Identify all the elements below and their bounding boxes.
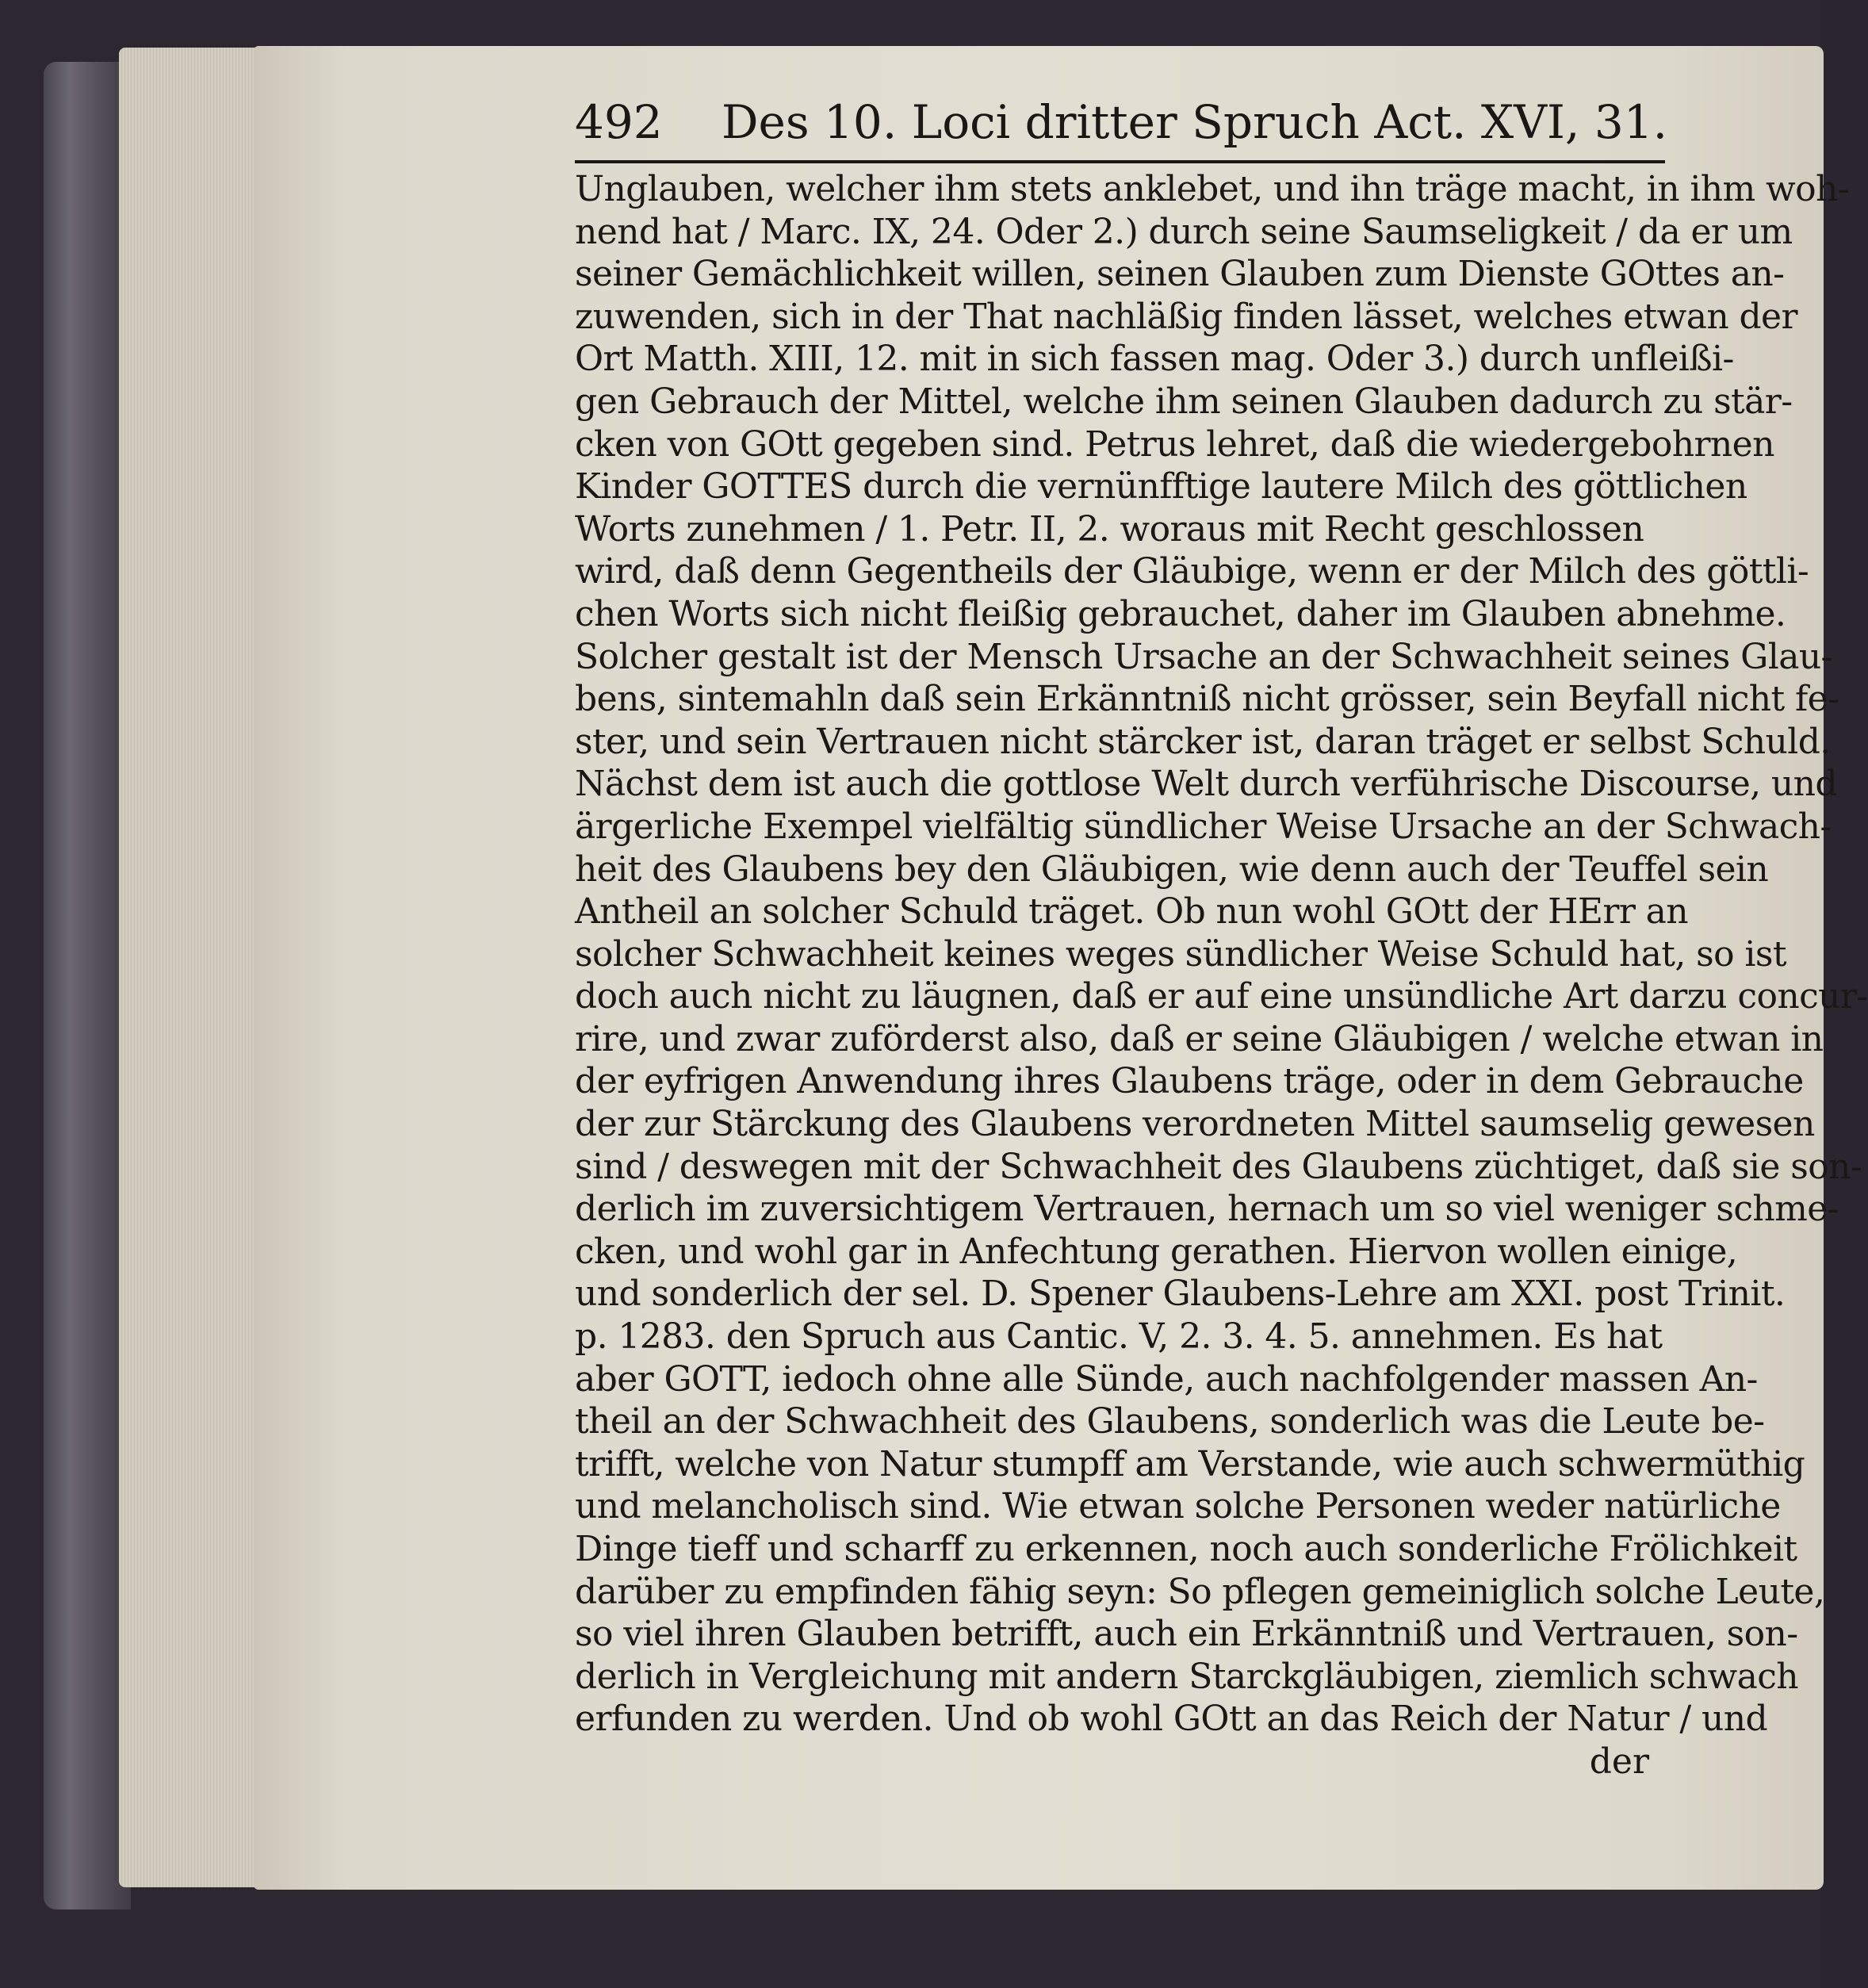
body-text — [575, 168, 1868, 1741]
text-line: derlich in Vergleichung mit andern Starckgläubigen, ziemlich schwach — [575, 1656, 1799, 1697]
text-line: zuwenden, sich in der That nachläßig finden lässet, welches etwan der — [575, 296, 1797, 337]
text-line: Solcher gestalt ist der Mensch Ursache an der Schwachheit seines Glau- — [575, 636, 1832, 677]
text-line: theil an der Schwachheit des Glaubens, sonderlich was die Leute be- — [575, 1401, 1765, 1442]
text-line: rire, und zwar zuförderst also, daß er seine Gläubigen / welche etwan in — [575, 1018, 1824, 1059]
running-title: Des 10. Loci dritter Spruch Act. XVI, 31. — [722, 95, 1668, 149]
text-line: der eyfrigen Anwendung ihres Glaubens träge, oder in dem Gebrauche — [575, 1061, 1804, 1102]
text-line: derlich im zuversichtigem Vertrauen, hernach um so viel weniger schme- — [575, 1189, 1839, 1230]
text-line: und sonderlich der sel. D. Spener Glaubens-Lehre am XXI. post Trinit. — [575, 1274, 1786, 1315]
text-line: Nächst dem ist auch die gottlose Welt durch verführische Discourse, und — [575, 764, 1837, 805]
text-block — [575, 95, 1868, 1783]
text-line: erfunden zu werden. Und ob wohl GOtt an das Reich der Natur / und — [575, 1699, 1768, 1740]
text-line: trifft, welche von Natur stumpff am Verstande, wie auch schwermüthig — [575, 1443, 1805, 1484]
text-line: Dinge tieff und scharff zu erkennen, noch auch sonderliche Frölichkeit — [575, 1529, 1797, 1569]
text-line: Ort Matth. XIII, 12. mit in sich fassen mag. Oder 3.) durch unfleißi- — [575, 339, 1734, 380]
running-header — [575, 95, 1668, 159]
text-line: Antheil an solcher Schuld träget. Ob nun wohl GOtt der HErr an — [575, 891, 1689, 933]
text-line: ster, und sein Vertrauen nicht stärcker ist, daran träget er selbst Schuld. — [575, 721, 1831, 762]
text-line: wird, daß denn Gegentheils der Gläubige, wenn er der Milch des göttli- — [575, 551, 1809, 592]
text-line: und melancholisch sind. Wie etwan solche Personen weder natürliche — [575, 1486, 1781, 1527]
text-line: sind / deswegen mit der Schwachheit des Glaubens züchtiget, daß sie son- — [575, 1146, 1862, 1187]
text-line: cken von GOtt gegeben sind. Petrus lehret, daß die wiedergebohrnen — [575, 423, 1774, 465]
text-line: heit des Glaubens bey den Gläubigen, wie denn auch der Teuffel sein — [575, 848, 1769, 890]
text-line: so viel ihren Glauben betrifft, auch ein Erkänntniß und Vertrauen, son- — [575, 1614, 1798, 1655]
text-line: gen Gebrauch der Mittel, welche ihm seinen Glauben dadurch zu stär- — [575, 381, 1793, 422]
text-line: doch auch nicht zu läugnen, daß er auf eine unsündliche Art darzu concur- — [575, 976, 1868, 1017]
catchword: der — [1589, 1741, 1649, 1782]
text-line: darüber zu empfinden fähig seyn: So pflegen gemeiniglich solche Leute, — [575, 1571, 1825, 1612]
text-line: solcher Schwachheit keines weges sündlicher Weise Schuld hat, so ist — [575, 933, 1786, 975]
text-line: seiner Gemächlichkeit willen, seinen Glauben zum Dienste GOttes an- — [575, 254, 1785, 295]
text-line: bens, sintemahln daß sein Erkänntniß nicht grösser, sein Beyfall nicht fe- — [575, 679, 1839, 720]
header-rule — [575, 160, 1665, 163]
text-line: nend hat / Marc. IX, 24. Oder 2.) durch seine Saumseligkeit / da er um — [575, 211, 1793, 252]
text-line: cken, und wohl gar in Anfechtung gerathen. Hiervon wollen einige, — [575, 1231, 1738, 1272]
text-line: p. 1283. den Spruch aus Cantic. V, 2. 3. 4. 5. annehmen. Es hat — [575, 1316, 1663, 1358]
page-number: 492 — [575, 95, 663, 149]
book-cover-edge — [44, 62, 131, 1909]
text-line: der zur Stärckung des Glaubens verordneten Mittel saumselig gewesen — [575, 1104, 1815, 1145]
text-line: chen Worts sich nicht fleißig gebrauchet, daher im Glauben abnehme. — [575, 593, 1786, 634]
text-line: Unglauben, welcher ihm stets anklebet, und ihn träge macht, in ihm woh- — [575, 169, 1849, 209]
text-line: ärgerliche Exempel vielfältig sündlicher Weise Ursache an der Schwach- — [575, 806, 1832, 847]
text-line: Kinder GOTTES durch die vernünfftige lautere Milch des göttlichen — [575, 466, 1747, 508]
text-line: Worts zunehmen / 1. Petr. II, 2. woraus mit Recht geschlossen — [575, 508, 1644, 550]
text-line: aber GOTT, iedoch ohne alle Sünde, auch nachfolgender massen An- — [575, 1358, 1758, 1400]
